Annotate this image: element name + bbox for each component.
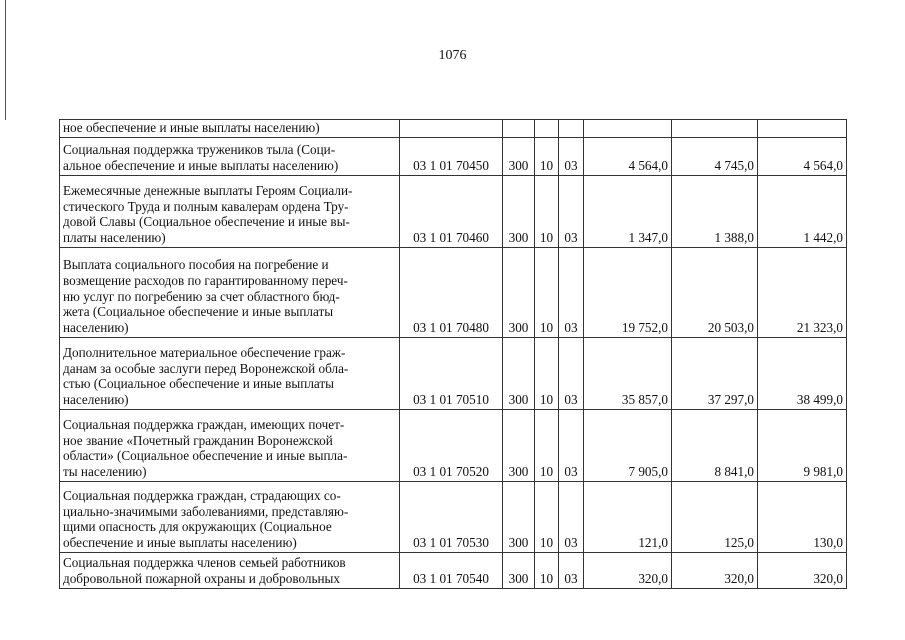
row-name-line: ное звание «Почетный гражданин Воронежской — [63, 432, 333, 448]
table-row — [60, 410, 847, 482]
subsection-cell: 03 — [559, 338, 584, 410]
amount-year3-cell: 1 442,0 — [758, 176, 847, 248]
row-name-cell — [60, 248, 400, 338]
expense-type-cell: 300 — [503, 482, 535, 553]
target-code-cell: 03 1 01 70460 — [400, 176, 503, 248]
section-cell: 10 — [535, 553, 559, 589]
amount-year3-cell: 320,0 — [758, 553, 847, 589]
row-name-line: возмещение расходов по гарантированному переч- — [63, 272, 348, 288]
amount-year3-cell: 38 499,0 — [758, 338, 847, 410]
amount-year2-cell — [672, 120, 758, 138]
amount-year3-cell — [758, 120, 847, 138]
amount-year1-cell: 1 347,0 — [584, 176, 672, 248]
target-code-cell: 03 1 01 70510 — [400, 338, 503, 410]
amount-year2-cell: 20 503,0 — [672, 248, 758, 338]
row-name-line: данам за особые заслуги перед Воронежской обла- — [63, 360, 349, 376]
section-cell: 10 — [535, 410, 559, 482]
section-cell: 10 — [535, 482, 559, 553]
expense-type-cell: 300 — [503, 338, 535, 410]
target-code-cell: 03 1 01 70540 — [400, 553, 503, 589]
amount-year1-cell: 4 564,0 — [584, 138, 672, 176]
subsection-cell — [559, 120, 584, 138]
row-name-line: стью (Социальное обеспечение и иные выплаты — [63, 376, 335, 392]
section-cell: 10 — [535, 176, 559, 248]
expense-type-cell — [503, 120, 535, 138]
expense-type-cell: 300 — [503, 138, 535, 176]
table-row — [60, 482, 847, 553]
row-name-line: населению) — [63, 392, 129, 408]
subsection-cell: 03 — [559, 176, 584, 248]
row-name-line: Социальная поддержка членов семьей работников — [63, 555, 346, 571]
expense-type-cell: 300 — [503, 553, 535, 589]
amount-year2-cell: 4 745,0 — [672, 138, 758, 176]
section-cell: 10 — [535, 248, 559, 338]
table-row — [60, 176, 847, 248]
table-row — [60, 138, 847, 176]
table-row — [60, 248, 847, 338]
amount-year3-cell: 9 981,0 — [758, 410, 847, 482]
amount-year1-cell: 35 857,0 — [584, 338, 672, 410]
subsection-cell: 03 — [559, 553, 584, 589]
row-name-line: области» (Социальное обеспечение и иные выпла- — [63, 448, 348, 464]
subsection-cell: 03 — [559, 410, 584, 482]
section-cell: 10 — [535, 138, 559, 176]
target-code-cell: 03 1 01 70520 — [400, 410, 503, 482]
subsection-cell: 03 — [559, 248, 584, 338]
row-name-line: циально-значимыми заболеваниями, представляю- — [63, 503, 349, 519]
row-name-line: платы населению) — [63, 230, 166, 246]
row-name-line: альное обеспечение и иные выплаты населению) — [63, 158, 339, 174]
amount-year2-cell: 125,0 — [672, 482, 758, 553]
row-name-line: обеспечение и иные выплаты населению) — [63, 535, 297, 551]
table-row — [60, 338, 847, 410]
table-row — [60, 553, 847, 589]
amount-year1-cell: 121,0 — [584, 482, 672, 553]
row-name-line: жета (Социальное обеспечение и иные выплаты — [63, 304, 334, 320]
table-body — [60, 120, 847, 589]
row-name-line: населению) — [63, 320, 129, 336]
section-cell: 10 — [535, 338, 559, 410]
expense-type-cell: 300 — [503, 176, 535, 248]
row-name-cell — [60, 410, 400, 482]
row-name-line: стического Труда и полным кавалерам ордена Тру- — [63, 198, 349, 214]
amount-year3-cell: 4 564,0 — [758, 138, 847, 176]
subsection-cell: 03 — [559, 482, 584, 553]
budget-table — [59, 119, 847, 589]
expense-type-cell: 300 — [503, 248, 535, 338]
target-code-cell: 03 1 01 70450 — [400, 138, 503, 176]
row-name-cell — [60, 553, 400, 589]
expense-type-cell: 300 — [503, 410, 535, 482]
row-name-line: ню услуг по погребению за счет областного бюд- — [63, 288, 340, 304]
row-name-line: Выплата социального пособия на погребение и — [63, 257, 329, 273]
row-name-line: добровольной пожарной охраны и добровольных — [63, 571, 340, 587]
amount-year3-cell: 130,0 — [758, 482, 847, 553]
target-code-cell: 03 1 01 70480 — [400, 248, 503, 338]
row-name-line: Социальная поддержка граждан, имеющих почет- — [63, 416, 345, 432]
target-code-cell — [400, 120, 503, 138]
subsection-cell: 03 — [559, 138, 584, 176]
amount-year1-cell: 19 752,0 — [584, 248, 672, 338]
target-code-cell: 03 1 01 70530 — [400, 482, 503, 553]
row-name-line: щими опасность для окружающих (Социальное — [63, 519, 332, 535]
row-name-line: Социальная поддержка граждан, страдающих со- — [63, 487, 341, 503]
table-row — [60, 120, 847, 138]
amount-year1-cell — [584, 120, 672, 138]
amount-year2-cell: 320,0 — [672, 553, 758, 589]
amount-year2-cell: 37 297,0 — [672, 338, 758, 410]
amount-year2-cell: 1 388,0 — [672, 176, 758, 248]
row-name-line: Дополнительное материальное обеспечение граж- — [63, 344, 346, 360]
amount-year1-cell: 7 905,0 — [584, 410, 672, 482]
row-name-line: довой Славы (Социальное обеспечение и иные вы- — [63, 214, 350, 230]
row-name-line: Ежемесячные денежные выплаты Героям Социали- — [63, 182, 353, 198]
row-name-cell — [60, 482, 400, 553]
row-name-cell — [60, 138, 400, 176]
row-name-cell — [60, 338, 400, 410]
row-name-line: Социальная поддержка тружеников тыла (Соци- — [63, 142, 336, 158]
amount-year2-cell: 8 841,0 — [672, 410, 758, 482]
row-name-line: ное обеспечение и иные выплаты населению) — [63, 120, 320, 136]
row-name-cell — [60, 120, 400, 138]
row-name-cell — [60, 176, 400, 248]
section-cell — [535, 120, 559, 138]
amount-year1-cell: 320,0 — [584, 553, 672, 589]
page-number: 1076 — [438, 48, 467, 63]
row-name-line: ты населению) — [63, 464, 147, 480]
amount-year3-cell: 21 323,0 — [758, 248, 847, 338]
